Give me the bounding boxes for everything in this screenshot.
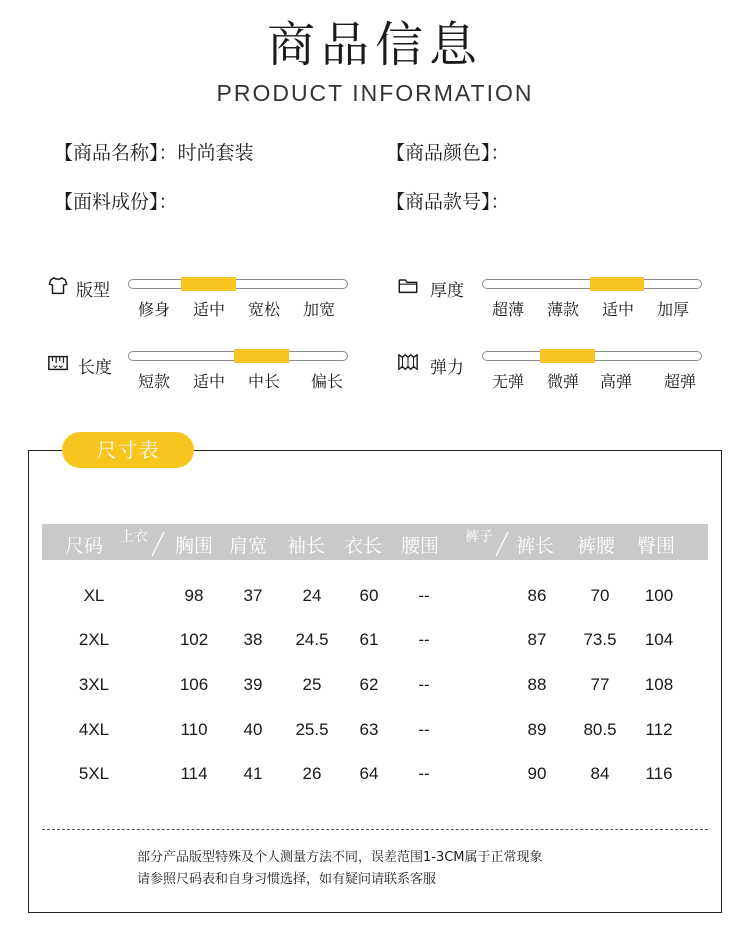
- table-cell: --: [418, 586, 430, 605]
- table-cell-size: 4XL: [78, 720, 110, 739]
- scale-indicator: [590, 277, 644, 291]
- header-waist: 腰围: [400, 535, 439, 557]
- header-hip: 臀围: [636, 535, 675, 557]
- page-subtitle: PRODUCT INFORMATION: [216, 80, 534, 106]
- header-shoulder: 肩宽: [228, 535, 267, 557]
- table-cell: 84: [590, 764, 610, 783]
- product-fabric: 【面料成份】：: [54, 191, 178, 213]
- table-cell: 38: [243, 630, 263, 649]
- scale-tick: 微弹: [546, 372, 579, 391]
- table-cell: 24.5: [295, 630, 329, 649]
- table-cell: 26: [302, 764, 322, 783]
- table-cell: 62: [359, 675, 379, 694]
- tshirt-icon: [47, 275, 69, 297]
- product-color: 【商品颜色】：: [386, 142, 510, 164]
- table-cell: 73.5: [583, 630, 617, 649]
- table-cell: 25: [302, 675, 322, 694]
- scale-tick: 高弹: [599, 372, 632, 391]
- table-cell: 106: [179, 675, 209, 694]
- header-pants-waist: 裤腰: [576, 535, 615, 557]
- table-cell: 116: [645, 764, 673, 783]
- table-cell: 60: [359, 586, 379, 605]
- note-line: 部分产品版型特殊及个人测量方法不同，误差范围1-3CM属于正常现象: [137, 850, 543, 865]
- table-cell: 61: [359, 630, 379, 649]
- scale-tick: 偏长: [310, 372, 343, 391]
- table-cell: 64: [359, 764, 379, 783]
- fabric-stretch-icon: [397, 351, 419, 373]
- table-cell: 114: [180, 764, 208, 783]
- scale-tick: 超薄: [491, 300, 524, 319]
- table-cell: 37: [243, 586, 263, 605]
- folder-icon: [397, 275, 419, 297]
- table-cell: 80.5: [583, 720, 617, 739]
- scale-tick: 宽松: [247, 300, 280, 319]
- product-name: 【商品名称】：时尚套装: [54, 142, 254, 164]
- attribute-label: 版型: [76, 281, 110, 301]
- table-cell: 110: [180, 720, 208, 739]
- attribute-label: 厚度: [430, 281, 464, 301]
- scale-tick: 短款: [137, 372, 170, 391]
- table-cell: 39: [243, 675, 263, 694]
- table-cell: 41: [243, 764, 263, 783]
- table-cell: 89: [527, 720, 547, 739]
- table-cell: --: [418, 630, 430, 649]
- scale-tick: 适中: [192, 372, 225, 391]
- table-cell: --: [418, 720, 430, 739]
- table-cell: 104: [644, 630, 674, 649]
- table-cell: 40: [243, 720, 263, 739]
- attribute-label: 弹力: [430, 358, 464, 378]
- table-cell: --: [418, 764, 430, 783]
- scale-indicator: [181, 277, 236, 291]
- header-pants-group: 裤子: [465, 529, 493, 545]
- header-chest: 胸围: [174, 535, 213, 557]
- table-cell: 86: [527, 586, 547, 605]
- table-cell-size: XL: [83, 586, 105, 605]
- scale-track: [128, 279, 348, 289]
- notes-divider: [42, 829, 708, 830]
- table-cell: 108: [644, 675, 674, 694]
- scale-tick: 超弹: [663, 372, 696, 391]
- ruler-icon: [47, 352, 69, 374]
- size-table-badge: 尺寸表: [62, 432, 194, 468]
- header-top-length: 衣长: [343, 535, 382, 557]
- table-cell: 100: [644, 586, 674, 605]
- scale-indicator: [234, 349, 289, 363]
- scale-tick: 适中: [601, 300, 634, 319]
- header-size: 尺码: [64, 535, 103, 557]
- table-cell: 98: [184, 586, 204, 605]
- scale-tick: 无弹: [491, 372, 524, 391]
- attribute-label: 长度: [78, 358, 112, 378]
- table-cell: 102: [179, 630, 209, 649]
- table-cell: 24: [302, 586, 322, 605]
- table-cell: 25.5: [295, 720, 329, 739]
- table-cell: --: [418, 675, 430, 694]
- table-cell: 63: [359, 720, 379, 739]
- table-cell-size: 3XL: [78, 675, 110, 694]
- table-cell: 112: [645, 720, 673, 739]
- header-sleeve: 袖长: [286, 535, 325, 557]
- page-title: 商品信息: [266, 17, 483, 73]
- scale-tick: 薄款: [546, 300, 579, 319]
- header-pants-length: 裤长: [515, 535, 554, 557]
- table-cell: 88: [527, 675, 547, 694]
- scale-indicator: [540, 349, 595, 363]
- scale-tick: 加厚: [656, 300, 689, 319]
- scale-tick: 加宽: [302, 300, 335, 319]
- table-cell: 77: [590, 675, 610, 694]
- scale-tick: 修身: [137, 300, 170, 319]
- table-cell: 70: [590, 586, 610, 605]
- note-line: 请参照尺码表和自身习惯选择，如有疑问请联系客服: [137, 872, 437, 887]
- table-cell-size: 5XL: [78, 764, 110, 783]
- scale-tick: 中长: [247, 372, 280, 391]
- table-cell: 87: [527, 630, 547, 649]
- scale-tick: 适中: [192, 300, 225, 319]
- table-cell: 90: [527, 764, 547, 783]
- header-top-group: 上衣: [120, 529, 148, 545]
- table-cell-size: 2XL: [78, 630, 110, 649]
- product-style-number: 【商品款号】：: [386, 191, 510, 213]
